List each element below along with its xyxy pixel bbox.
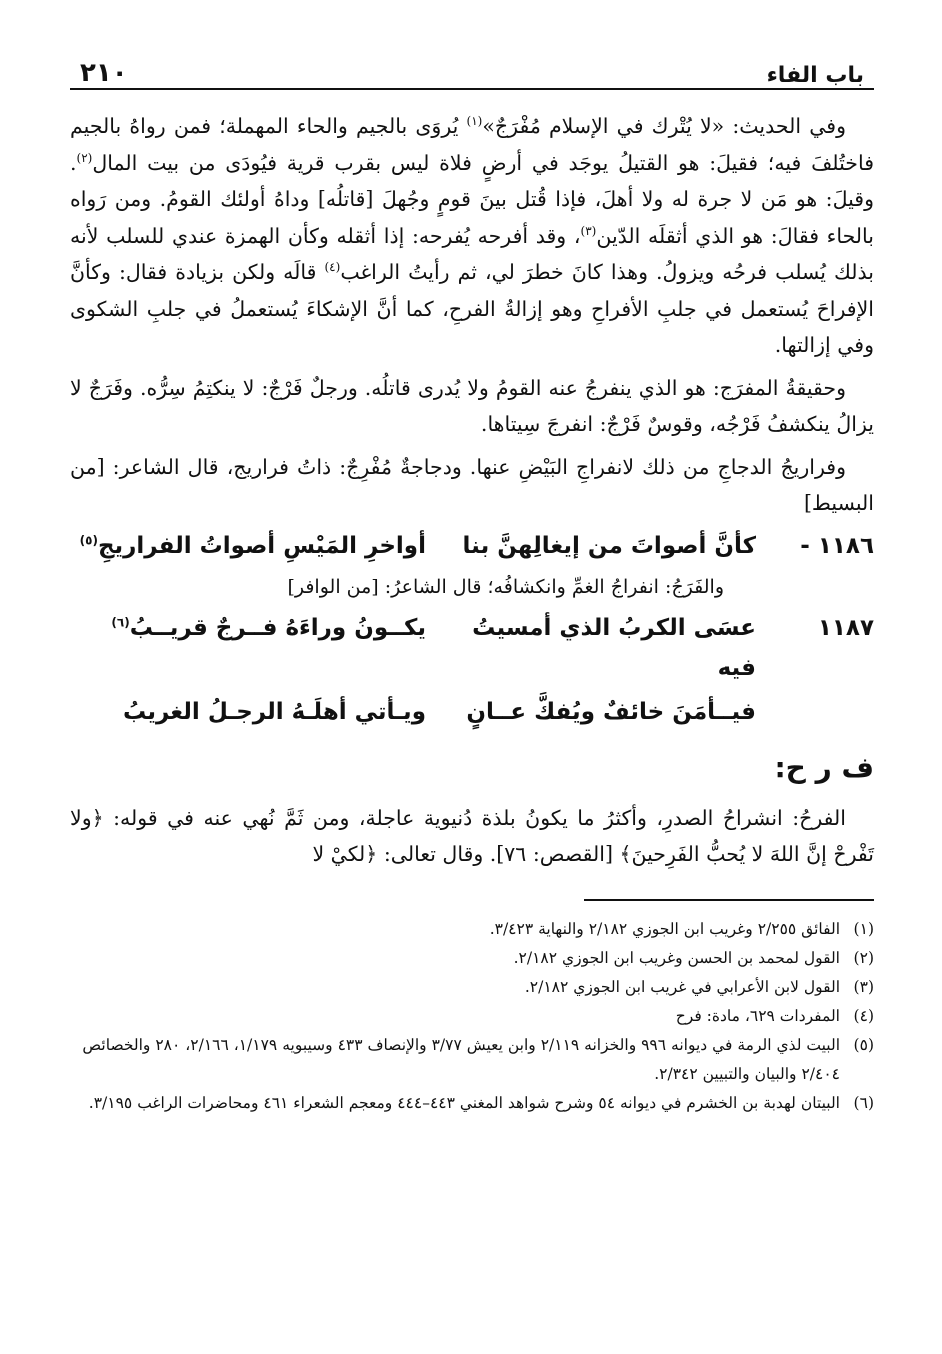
footnote-number: (٦)	[853, 1093, 874, 1112]
chapter-title: باب الفاء	[766, 63, 864, 88]
paragraph-mufraj: وحقيقةُ المفرَج: هو الذي ينفرجُ عنه القومُ ولا يُدرى قاتلُه. ورجلٌ فَرْجٌ: لا ينكتِمُ سِرُّه. وفَرَجٌ لا يزالُ ينكشفُ فَرْجُه، وقوسٌ فَرْجٌ: انفرجَ سِيتاها.	[70, 375, 874, 436]
footnote-item	[70, 944, 874, 973]
page-number: ٢١٠	[80, 58, 128, 88]
paragraph-farah: الفرحُ: انشراحُ الصدرِ، وأكثرُ ما يكونُ بلذة دُنيوية عاجلة، ومن ثَمَّ نُهي عنه في قوله: ﴿ولا تَفْرحْ إنَّ اللهَ لا يُحبُّ الفَرِحينَ﴾ [القصص: ٧٦]. وقال تعالى: ﴿لكيْ لا	[70, 805, 874, 866]
footnote-number: (٤)	[853, 1006, 874, 1025]
verse-first-hemistich: عسَى الكربُ الذي أمسيتُ فيه	[472, 614, 756, 681]
verse-1187-line1	[70, 608, 874, 688]
verse-first-hemistich: كأنَّ أصواتَ من إيغالِهنَّ بنا	[462, 532, 756, 559]
verse-text: أواخرِ المَيْسِ أصواتُ الفراريجِ	[97, 532, 426, 559]
verse-1187-line2	[70, 692, 874, 732]
main-text	[70, 108, 874, 873]
footnote-item	[70, 1089, 874, 1118]
footnote-item	[70, 1002, 874, 1031]
footnote-text: المفردات ٦٢٩، مادة: فرح	[675, 1006, 840, 1025]
paragraph-hadith	[70, 108, 874, 364]
verse-second-hemistich	[70, 608, 426, 648]
verse-first-hemistich: فيــأمَنَ خائفٌ ويُفكَّ عــانٍ	[466, 698, 756, 725]
footnote-ref: (٢)	[76, 150, 93, 165]
text-segment: . وقيلَ: هو مَن لا جرة له ولا أهلَ، فإذا قُتل بينَ قومٍ وجُهلَ [قاتلُه] وداهُ أولئك القومُ. ومن رَواه بالحاء فقالَ: هو الذي أثقلَه الدّين	[70, 150, 875, 248]
footnote-ref: (٥)	[79, 532, 98, 547]
footnote-text: الفائق ٢/٢٥٥ وغريب ابن الجوزي ٢/١٨٢ والنهاية ٣/٤٢٣.	[489, 919, 840, 938]
footnote-divider	[584, 899, 874, 901]
footnote-number: (٥)	[853, 1035, 874, 1054]
root-heading: ف ر ح:	[774, 750, 874, 784]
footnote-text: البيت لذي الرمة في ديوانه ٩٩٦ والخزانه ٢/١١٩ وابن يعيش ٣/٧٧ والإنصاف ٤٣٣ وسيبويه ١/١٧٩، ٢/١٦٦، ٢٨٠ والخصائص ٢/٤٠٤ والبيان والتبيين ٢/٣٤٢.	[82, 1035, 840, 1083]
footnote-ref: (١)	[466, 114, 483, 129]
footnotes	[70, 915, 874, 1118]
footnote-ref: (٦)	[111, 614, 130, 629]
text-segment: ، وقد أفرحه يُفرحه: إذا أثقله وكأن الهمزة عندي للسلب لأنه بذلك يُسلب فرحُه ويزولُ. وهذا كانَ خطرَ لي، ثم رأيتُ الراغب	[70, 223, 874, 284]
verse-number: ١١٨٧	[817, 614, 874, 641]
verse-second-hemistich	[70, 526, 426, 566]
footnote-item	[70, 1031, 874, 1089]
footnote-number: (١)	[853, 919, 874, 938]
footnote-ref: (٣)	[580, 223, 597, 238]
footnote-item	[70, 973, 874, 1002]
footnote-text: القول لمحمد بن الحسن وغريب ابن الجوزي ٢/١٨٢.	[513, 948, 840, 967]
footnote-number: (٣)	[853, 977, 874, 996]
footnote-text: القول لابن الأعرابي في غريب ابن الجوزي ٢/١٨٢.	[524, 977, 840, 996]
text-segment: يُروَى بالجيم والحاء المهملة؛ فمن رواهُ بالجيم فاختُلفَ فيه؛ فقيلَ: هو القتيلُ يوجَد في أرضٍ فلاة ليس بقرب قرية فيُودَى من بيت المال	[70, 114, 874, 175]
book-page	[70, 48, 874, 1118]
verse-second-hemistich: ويـأتي أهلَـهُ الرجـلُ الغريبُ	[123, 698, 426, 725]
footnote-ref: (٤)	[324, 260, 341, 275]
footnote-number: (٢)	[853, 948, 874, 967]
verse-text: يكــونُ وراءَهُ فــرجٌ قريــبُ	[129, 614, 426, 641]
text-segment: وفي الحديث: «لا يُتْرك في الإسلام مُفْرَجٌ»	[482, 114, 846, 138]
verse-1186	[70, 526, 874, 566]
footnote-item	[70, 915, 874, 944]
paragraph-faraarij: وفراريجُ الدجاجِ من ذلك لانفراجِ البَيْضِ عنها. ودجاجةٌ مُفْرِجٌ: ذاتُ فراريج، قال الشاعر: [من البسيط]	[70, 454, 874, 515]
verse-number: ١١٨٦ -	[800, 532, 874, 559]
verse-intro: والفَرَجُ: انفراجُ الغمِّ وانكشافُه؛ قال الشاعرُ: [من الوافر]	[287, 575, 724, 598]
running-header	[70, 48, 874, 90]
text-segment: قالَه ولكن بزيادة فقال: وكأنَّ الإفراحَ يُستعمل في جلبِ الأفراحِ وهو إزالةُ الفرحِ، كما أنَّ الإشكاءَ يُستعملُ في جلبِ الشكوى وفي إزالتها.	[70, 260, 874, 357]
footnote-text: البيتان لهدبة بن الخشرم في ديوانه ٥٤ وشرح شواهد المغني ٤٤٣–٤٤٤ ومعجم الشعراء ٤٦١ ومحاضرات الراغب ٣/١٩٥.	[88, 1093, 840, 1112]
